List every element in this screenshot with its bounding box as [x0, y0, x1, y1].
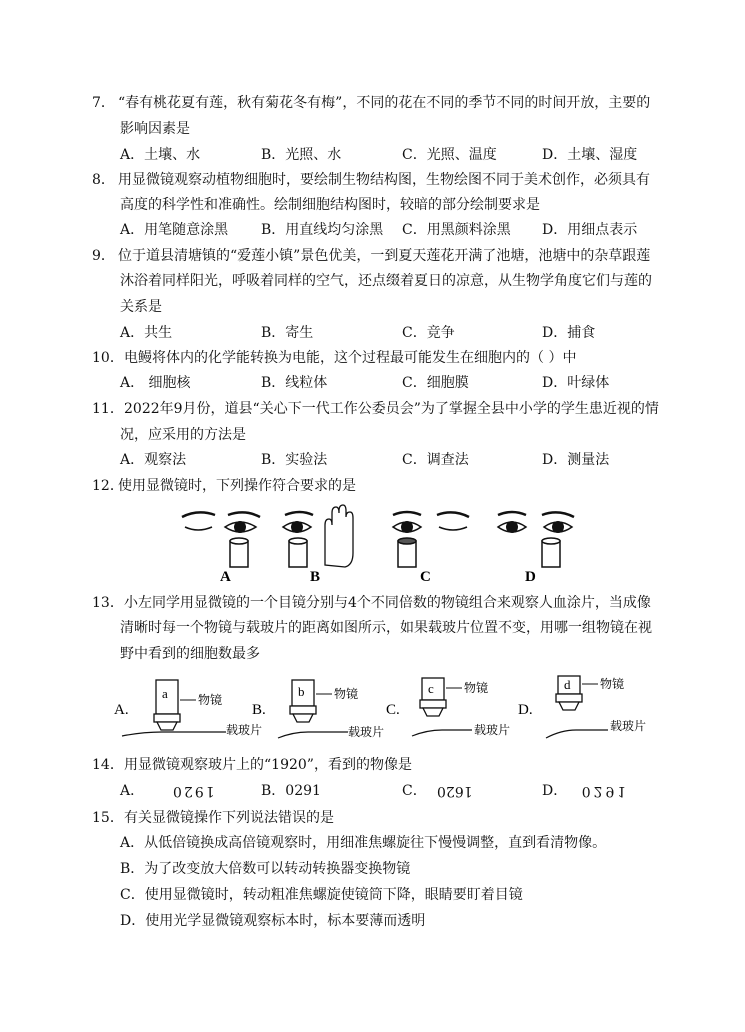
q9-option-d: D．捕食 — [542, 325, 596, 341]
q7-option-c: C．光照、温度 — [402, 147, 497, 163]
q14-number: 14． — [92, 757, 124, 773]
q7-option-a: A．土壤、水 — [120, 147, 201, 163]
q13-line3: 野中看到的细胞数最多 — [120, 646, 260, 662]
figure-d-label: D — [525, 569, 536, 585]
q12-number: 12． — [92, 478, 124, 494]
objective-c — [386, 678, 510, 737]
lens-c-label: c — [428, 681, 434, 696]
q8-number: 8． — [92, 172, 115, 188]
q13-number: 13． — [92, 595, 124, 611]
q11-option-d: D．测量法 — [542, 452, 610, 468]
q11-line1: 2022年9月份，道县“关心下一代工作公委员会”为了掌握全县中小学的学生患近视的情 — [124, 401, 659, 417]
q9-option-b: B．寄生 — [261, 325, 314, 341]
q14-option-d — [542, 782, 629, 800]
slide-label-d: 载玻片 — [610, 719, 647, 733]
q10-number: 10． — [92, 350, 124, 366]
q15-option-d: D．使用光学显微镜观察标本时，标本要薄而透明 — [120, 913, 426, 929]
q9-option-a: A．共生 — [120, 325, 173, 341]
q13-letter-c: C. — [386, 702, 400, 718]
q8-option-d: D．用细点表示 — [542, 222, 638, 238]
figure-b — [283, 505, 353, 585]
q10-option-c: C．细胞膜 — [402, 375, 469, 391]
objective-label-c: 物镜 — [464, 681, 489, 695]
slide-label-a: 载玻片 — [226, 723, 263, 737]
q15-option-a: A．从低倍镜换成高倍镜观察时，用细准焦螺旋往下慢慢调整，直到看清物像。 — [120, 835, 607, 851]
objective-label-a: 物镜 — [198, 693, 223, 707]
q13-letter-a: A. — [114, 702, 129, 718]
figure-a — [182, 512, 260, 585]
q10-option-d: D．叶绿体 — [542, 375, 610, 391]
q11-option-b: B．实验法 — [261, 452, 328, 468]
slide-label-b: 载玻片 — [348, 725, 385, 739]
lens-d-label: d — [564, 677, 571, 692]
q12-line1: 使用显微镜时，下列操作符合要求的是 — [118, 478, 356, 494]
q14-option-c — [402, 782, 473, 800]
q11-option-a: A．观察法 — [120, 452, 187, 468]
q14-option-d-value: 0291 — [581, 783, 630, 799]
q13-letter-b: B. — [252, 702, 266, 718]
q15-option-c: C．使用显微镜时，转动粗准焦螺旋使镜筒下降，眼睛要盯着目镜 — [120, 887, 523, 903]
q8-line2: 高度的科学性和准确性。绘制细胞结构图时，较暗的部分绘制要求是 — [120, 197, 540, 213]
q7-line1: “春有桃花夏有莲，秋有菊花冬有梅”，不同的花在不同的季节不同的时间开放，主要的 — [118, 95, 651, 111]
objective-label-b: 物镜 — [334, 687, 359, 701]
figure-d — [498, 512, 574, 585]
q15-line1: 有关显微镜操作下列说法错误的是 — [124, 810, 334, 826]
objective-d — [518, 676, 646, 738]
q9-option-c: C．竞争 — [402, 325, 455, 341]
q13-line1: 小左同学用显微镜的一个目镜分别与4个不同倍数的物镜组合来观察人血涂片，当成像 — [124, 595, 651, 611]
q8-option-a: A．用笔随意涂黑 — [120, 222, 229, 238]
objective-b — [252, 680, 384, 739]
q13-letter-d: D. — [518, 702, 533, 718]
q14-option-c-value: 1620 — [437, 783, 473, 799]
q10-option-b: B．线粒体 — [261, 375, 328, 391]
q10-option-a: A． 细胞核 — [120, 375, 191, 391]
q14-option-a — [120, 782, 214, 800]
q8-option-c: C．用黑颜料涂黑 — [402, 222, 511, 238]
q11-option-c: C．调查法 — [402, 452, 469, 468]
q8-line1: 用显微镜观察动植物细胞时，要绘制生物结构图，生物绘图不同于美术创作，必须具有 — [118, 172, 650, 188]
q14-option-d-letter: D． — [542, 783, 568, 799]
q14-option-b: B．0291 — [261, 783, 321, 799]
figure-a-label: A — [220, 569, 231, 585]
q13-line2: 清晰时每一个物镜与载玻片的距离如图所示，如果载玻片位置不变，用哪一组物镜在视 — [120, 620, 652, 636]
q11-line2: 况，应采用的方法是 — [120, 427, 246, 443]
objective-label-d: 物镜 — [600, 677, 625, 691]
q9-line2: 沐浴着同样阳光，呼吸着同样的空气，还点缀着夏日的凉意，从生物学角度它们与莲的 — [120, 273, 652, 289]
q9-line1: 位于道县清塘镇的“爱莲小镇”景色优美，一到夏天莲花开满了池塘，池塘中的杂草跟莲 — [118, 248, 651, 264]
q13-objectives-figure — [112, 674, 692, 748]
figure-b-label: B — [310, 569, 321, 585]
q14-line1: 用显微镜观察玻片上的“1920”，看到的物像是 — [124, 757, 412, 773]
q10-line1: 电鳗将体内的化学能转换为电能，这个过程最可能发生在细胞内的（ ）中 — [124, 350, 577, 366]
q14-option-a-letter: A． — [120, 783, 145, 799]
q14-option-a-value: 1920 — [170, 783, 215, 799]
slide-label-c: 载玻片 — [474, 723, 511, 737]
q9-number: 9． — [92, 248, 115, 264]
q7-option-d: D．土壤、湿度 — [542, 147, 638, 163]
q7-number: 7． — [92, 95, 115, 111]
q7-line2: 影响因素是 — [120, 121, 190, 137]
figure-c — [393, 512, 469, 585]
q9-line3: 关系是 — [120, 299, 162, 315]
q11-number: 11． — [92, 401, 124, 417]
q15-number: 15． — [92, 810, 124, 826]
objective-a — [114, 680, 262, 737]
q7-option-b: B．光照、水 — [261, 147, 342, 163]
q12-eyes-figure — [170, 503, 590, 585]
lens-b-label: b — [298, 684, 305, 699]
q8-option-b: B．用直线均匀涂黑 — [261, 222, 384, 238]
q14-option-c-letter: C． — [402, 783, 427, 799]
lens-a-label: a — [162, 686, 168, 701]
figure-c-label: C — [420, 569, 431, 585]
q15-option-b: B．为了改变放大倍数可以转动转换器变换物镜 — [120, 861, 411, 877]
